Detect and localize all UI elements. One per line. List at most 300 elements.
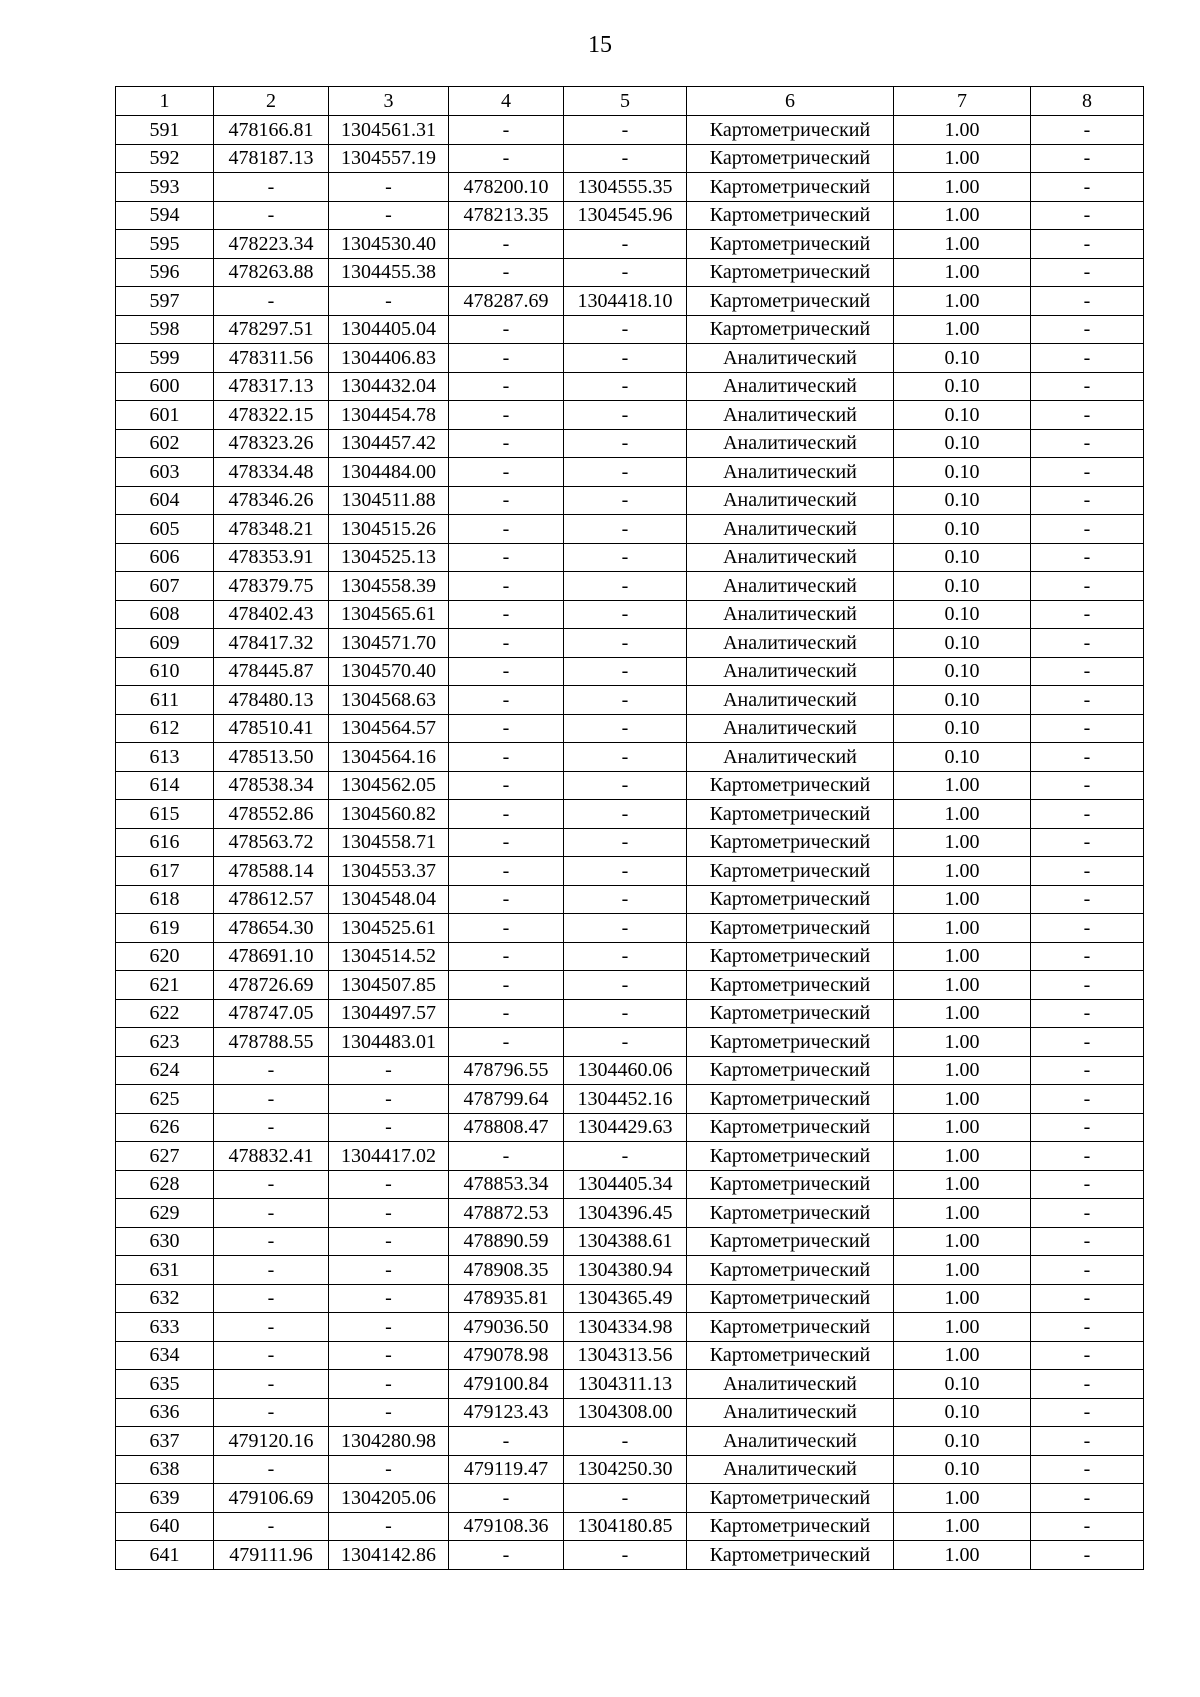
table-cell: 478654.30 (214, 914, 329, 943)
table-cell: 614 (116, 771, 214, 800)
table-cell: 478853.34 (449, 1170, 564, 1199)
table-row (116, 1284, 1144, 1313)
table-cell: - (449, 971, 564, 1000)
table-row (116, 1484, 1144, 1513)
table-row (116, 543, 1144, 572)
table-cell: - (449, 828, 564, 857)
table-cell: Картометрический (687, 1113, 894, 1142)
table-cell: 478890.59 (449, 1227, 564, 1256)
table-row (116, 486, 1144, 515)
table-cell: 479078.98 (449, 1341, 564, 1370)
table-cell: 594 (116, 201, 214, 230)
table-cell: 1.00 (894, 1541, 1031, 1570)
table-cell: 478563.72 (214, 828, 329, 857)
column-header: 7 (894, 87, 1031, 116)
table-row (116, 1398, 1144, 1427)
table-cell: 1.00 (894, 971, 1031, 1000)
table-cell: 636 (116, 1398, 214, 1427)
table-cell: - (1031, 258, 1144, 287)
table-cell: Картометрический (687, 1484, 894, 1513)
table-cell: 1304553.37 (329, 857, 449, 886)
table-cell: 609 (116, 629, 214, 658)
table-cell: - (449, 230, 564, 259)
table-cell: 605 (116, 515, 214, 544)
table-cell: 1.00 (894, 1227, 1031, 1256)
table-cell: 479111.96 (214, 1541, 329, 1570)
table-row (116, 1541, 1144, 1570)
table-header-row (116, 87, 1144, 116)
table-cell: - (1031, 914, 1144, 943)
table-cell: - (214, 1113, 329, 1142)
table-cell: 1304460.06 (564, 1056, 687, 1085)
table-cell: 1304405.34 (564, 1170, 687, 1199)
table-cell: - (449, 458, 564, 487)
table-cell: Аналитический (687, 714, 894, 743)
table-cell: 1304507.85 (329, 971, 449, 1000)
table-cell: 479100.84 (449, 1370, 564, 1399)
table-cell: Картометрический (687, 771, 894, 800)
table-cell: - (1031, 1028, 1144, 1057)
table-cell: 1.00 (894, 828, 1031, 857)
table-cell: Картометрический (687, 1056, 894, 1085)
table-cell: - (449, 600, 564, 629)
table-cell: - (1031, 629, 1144, 658)
table-cell: 1304417.02 (329, 1142, 449, 1171)
table-cell: 1.00 (894, 1028, 1031, 1057)
table-cell: - (564, 1427, 687, 1456)
table-cell: - (564, 515, 687, 544)
table-row (116, 287, 1144, 316)
table-cell: - (1031, 201, 1144, 230)
table-cell: 478417.32 (214, 629, 329, 658)
table-cell: 478612.57 (214, 885, 329, 914)
table-cell: Картометрический (687, 315, 894, 344)
table-cell: - (449, 885, 564, 914)
table-cell: 1304308.00 (564, 1398, 687, 1427)
table-cell: 1304396.45 (564, 1199, 687, 1228)
table-cell: Аналитический (687, 657, 894, 686)
table-row (116, 372, 1144, 401)
column-header: 6 (687, 87, 894, 116)
table-cell: - (1031, 401, 1144, 430)
table-body (116, 116, 1144, 1570)
table-cell: 1304484.00 (329, 458, 449, 487)
table-cell: 478538.34 (214, 771, 329, 800)
table-cell: - (449, 1541, 564, 1570)
table-cell: 0.10 (894, 401, 1031, 430)
table-cell: Картометрический (687, 828, 894, 857)
table-row (116, 572, 1144, 601)
table-cell: 599 (116, 344, 214, 373)
table-cell: 1304514.52 (329, 942, 449, 971)
table-cell: 596 (116, 258, 214, 287)
table-cell: - (449, 515, 564, 544)
table-cell: - (1031, 315, 1144, 344)
table-cell: - (329, 1455, 449, 1484)
table-row (116, 1199, 1144, 1228)
table-cell: - (1031, 600, 1144, 629)
table-row (116, 1313, 1144, 1342)
table-row (116, 999, 1144, 1028)
table-cell: 479106.69 (214, 1484, 329, 1513)
table-cell: Картометрический (687, 1142, 894, 1171)
table-cell: 0.10 (894, 458, 1031, 487)
table-cell: - (1031, 1113, 1144, 1142)
table-cell: - (1031, 942, 1144, 971)
table-cell: 620 (116, 942, 214, 971)
table-cell: - (1031, 458, 1144, 487)
table-cell: Аналитический (687, 686, 894, 715)
table-cell: - (329, 1512, 449, 1541)
table-cell: - (449, 800, 564, 829)
table-cell: 1.00 (894, 1512, 1031, 1541)
table-cell: 1.00 (894, 201, 1031, 230)
table-cell: - (564, 714, 687, 743)
table-row (116, 714, 1144, 743)
table-cell: - (1031, 1541, 1144, 1570)
table-cell: - (1031, 714, 1144, 743)
table-cell: 0.10 (894, 486, 1031, 515)
table-cell: - (564, 971, 687, 1000)
table-cell: - (449, 543, 564, 572)
table-cell: 1304180.85 (564, 1512, 687, 1541)
table-cell: 478353.91 (214, 543, 329, 572)
table-cell: 598 (116, 315, 214, 344)
table-cell: Аналитический (687, 458, 894, 487)
table-cell: Аналитический (687, 515, 894, 544)
table-row (116, 743, 1144, 772)
table-cell: - (564, 401, 687, 430)
table-cell: 611 (116, 686, 214, 715)
table-cell: - (449, 914, 564, 943)
table-cell: 1304452.16 (564, 1085, 687, 1114)
table-cell: 632 (116, 1284, 214, 1313)
table-cell: 628 (116, 1170, 214, 1199)
table-cell: - (214, 1085, 329, 1114)
table-cell: 595 (116, 230, 214, 259)
table-cell: - (214, 1199, 329, 1228)
table-cell: - (564, 600, 687, 629)
table-cell: - (329, 1170, 449, 1199)
table-cell: - (214, 1370, 329, 1399)
table-cell: - (564, 914, 687, 943)
table-cell: - (1031, 800, 1144, 829)
table-cell: - (1031, 1056, 1144, 1085)
table-cell: - (1031, 287, 1144, 316)
table-cell: - (1031, 771, 1144, 800)
table-cell: 478747.05 (214, 999, 329, 1028)
table-cell: Аналитический (687, 743, 894, 772)
table-cell: 615 (116, 800, 214, 829)
table-cell: Картометрический (687, 1313, 894, 1342)
table-cell: - (1031, 116, 1144, 145)
table-cell: 1304142.86 (329, 1541, 449, 1570)
table-cell: - (449, 657, 564, 686)
table-cell: 621 (116, 971, 214, 1000)
table-row (116, 1427, 1144, 1456)
column-header: 2 (214, 87, 329, 116)
table-cell: - (564, 258, 687, 287)
table-cell: 1304548.04 (329, 885, 449, 914)
column-header: 3 (329, 87, 449, 116)
table-cell: Аналитический (687, 1398, 894, 1427)
table-cell: - (449, 401, 564, 430)
table-cell: Картометрический (687, 1341, 894, 1370)
table-cell: 478317.13 (214, 372, 329, 401)
table-cell: - (564, 1028, 687, 1057)
table-cell: 0.10 (894, 1398, 1031, 1427)
table-cell: 1304558.71 (329, 828, 449, 857)
table-cell: 639 (116, 1484, 214, 1513)
table-cell: 479036.50 (449, 1313, 564, 1342)
table-row (116, 771, 1144, 800)
table-cell: 1304313.56 (564, 1341, 687, 1370)
table-cell: - (214, 1256, 329, 1285)
table-cell: - (564, 1142, 687, 1171)
table-cell: - (564, 572, 687, 601)
table-cell: - (449, 771, 564, 800)
table-cell: 478200.10 (449, 173, 564, 202)
table-cell: - (214, 1341, 329, 1370)
table-row (116, 116, 1144, 145)
table-cell: 0.10 (894, 743, 1031, 772)
table-cell: - (564, 771, 687, 800)
table-cell: - (564, 1484, 687, 1513)
table-cell: - (329, 1284, 449, 1313)
table-row (116, 1455, 1144, 1484)
table-cell: - (329, 1085, 449, 1114)
table-cell: 478297.51 (214, 315, 329, 344)
table-row (116, 401, 1144, 430)
table-cell: 479120.16 (214, 1427, 329, 1456)
table-cell: 1304406.83 (329, 344, 449, 373)
table-cell: 1304454.78 (329, 401, 449, 430)
table-cell: 592 (116, 144, 214, 173)
table-cell: - (1031, 144, 1144, 173)
table-cell: 478287.69 (449, 287, 564, 316)
table-cell: 606 (116, 543, 214, 572)
coordinates-table (115, 86, 1144, 1570)
table-cell: - (449, 258, 564, 287)
table-cell: - (1031, 572, 1144, 601)
column-header: 5 (564, 87, 687, 116)
column-header: 1 (116, 87, 214, 116)
table-cell: Аналитический (687, 572, 894, 601)
table-cell: 478379.75 (214, 572, 329, 601)
table-cell: - (449, 344, 564, 373)
table-cell: - (564, 686, 687, 715)
table-cell: 1.00 (894, 1284, 1031, 1313)
table-cell: 478480.13 (214, 686, 329, 715)
table-cell: - (564, 942, 687, 971)
table-cell: Картометрический (687, 116, 894, 145)
table-cell: - (449, 743, 564, 772)
table-cell: 630 (116, 1227, 214, 1256)
table-cell: Аналитический (687, 344, 894, 373)
table-cell: 478552.86 (214, 800, 329, 829)
table-cell: - (564, 486, 687, 515)
table-cell: 1304432.04 (329, 372, 449, 401)
table-cell: 1.00 (894, 1199, 1031, 1228)
table-cell: 0.10 (894, 543, 1031, 572)
table-row (116, 315, 1144, 344)
table-cell: - (449, 1484, 564, 1513)
table-row (116, 1512, 1144, 1541)
table-cell: - (449, 857, 564, 886)
table-cell: 0.10 (894, 1370, 1031, 1399)
table-cell: - (564, 144, 687, 173)
table-cell: - (329, 1056, 449, 1085)
table-cell: - (329, 1398, 449, 1427)
table-cell: 1.00 (894, 230, 1031, 259)
table-row (116, 657, 1144, 686)
table-cell: - (329, 173, 449, 202)
table-row (116, 1056, 1144, 1085)
table-cell: - (1031, 372, 1144, 401)
table-row (116, 1085, 1144, 1114)
table-cell: - (214, 1512, 329, 1541)
table-cell: Картометрический (687, 885, 894, 914)
table-cell: - (214, 1170, 329, 1199)
table-cell: 618 (116, 885, 214, 914)
table-row (116, 828, 1144, 857)
table-cell: - (564, 857, 687, 886)
table-cell: Картометрический (687, 857, 894, 886)
table-cell: 478187.13 (214, 144, 329, 173)
table-cell: Картометрический (687, 971, 894, 1000)
table-cell: 478808.47 (449, 1113, 564, 1142)
table-cell: - (1031, 1398, 1144, 1427)
table-cell: 600 (116, 372, 214, 401)
table-cell: 0.10 (894, 600, 1031, 629)
table-row (116, 344, 1144, 373)
column-header: 8 (1031, 87, 1144, 116)
table-cell: - (1031, 686, 1144, 715)
table-cell: - (214, 287, 329, 316)
table-cell: - (214, 1056, 329, 1085)
table-cell: 478311.56 (214, 344, 329, 373)
table-cell: 1.00 (894, 144, 1031, 173)
table-cell: - (564, 629, 687, 658)
table-cell: Картометрический (687, 1199, 894, 1228)
table-cell: 478799.64 (449, 1085, 564, 1114)
table-cell: 1304418.10 (564, 287, 687, 316)
table-cell: 0.10 (894, 372, 1031, 401)
table-cell: 1304530.40 (329, 230, 449, 259)
table-cell: - (1031, 971, 1144, 1000)
table-cell: 1304250.30 (564, 1455, 687, 1484)
table-cell: 478213.35 (449, 201, 564, 230)
table-cell: - (449, 486, 564, 515)
table-cell: 602 (116, 429, 214, 458)
table-cell: - (1031, 857, 1144, 886)
table-cell: 626 (116, 1113, 214, 1142)
table-cell: - (1031, 1199, 1144, 1228)
table-cell: 1304515.26 (329, 515, 449, 544)
table-cell: 1304557.19 (329, 144, 449, 173)
table-cell: - (1031, 1370, 1144, 1399)
table-cell: 1304562.05 (329, 771, 449, 800)
table-cell: - (329, 201, 449, 230)
table-cell: - (449, 1427, 564, 1456)
table-cell: 593 (116, 173, 214, 202)
table-cell: 478908.35 (449, 1256, 564, 1285)
table-cell: 1304497.57 (329, 999, 449, 1028)
table-cell: 625 (116, 1085, 214, 1114)
table-cell: - (1031, 1455, 1144, 1484)
table-cell: 478263.88 (214, 258, 329, 287)
table-cell: 0.10 (894, 686, 1031, 715)
table-cell: 0.10 (894, 714, 1031, 743)
table-cell: 1.00 (894, 1484, 1031, 1513)
table-cell: - (214, 1284, 329, 1313)
table-cell: Картометрический (687, 1028, 894, 1057)
table-row (116, 1256, 1144, 1285)
table-cell: - (564, 344, 687, 373)
table-cell: 1304558.39 (329, 572, 449, 601)
table-cell: 1.00 (894, 771, 1031, 800)
table-cell: 641 (116, 1541, 214, 1570)
table-cell: - (1031, 429, 1144, 458)
table-cell: - (564, 657, 687, 686)
table-cell: - (329, 1199, 449, 1228)
table-row (116, 258, 1144, 287)
table-cell: Аналитический (687, 401, 894, 430)
table-cell: 478513.50 (214, 743, 329, 772)
table-cell: 0.10 (894, 1427, 1031, 1456)
table-cell: - (1031, 828, 1144, 857)
table-cell: 0.10 (894, 572, 1031, 601)
table-cell: - (214, 1313, 329, 1342)
table-cell: Аналитический (687, 429, 894, 458)
table-cell: 1304205.06 (329, 1484, 449, 1513)
table-row (116, 857, 1144, 886)
table-cell: Картометрический (687, 258, 894, 287)
table-cell: Аналитический (687, 629, 894, 658)
table-cell: - (329, 1227, 449, 1256)
table-cell: 1.00 (894, 914, 1031, 943)
table-cell: 1.00 (894, 1113, 1031, 1142)
table-cell: 478166.81 (214, 116, 329, 145)
table-cell: - (1031, 1227, 1144, 1256)
table-cell: Картометрический (687, 1512, 894, 1541)
table-cell: - (564, 315, 687, 344)
table-cell: - (449, 315, 564, 344)
table-cell: - (564, 372, 687, 401)
table-cell: - (564, 999, 687, 1028)
table-cell: 0.10 (894, 429, 1031, 458)
table-cell: - (1031, 999, 1144, 1028)
table-cell: 608 (116, 600, 214, 629)
table-cell: 1304457.42 (329, 429, 449, 458)
table-cell: - (449, 714, 564, 743)
table-row (116, 515, 1144, 544)
table-cell: - (214, 201, 329, 230)
table-cell: - (1031, 230, 1144, 259)
table-row (116, 1370, 1144, 1399)
table-row (116, 885, 1144, 914)
table-cell: 613 (116, 743, 214, 772)
table-cell: 1304571.70 (329, 629, 449, 658)
table-cell: - (1031, 515, 1144, 544)
table-cell: 638 (116, 1455, 214, 1484)
table-cell: - (449, 1028, 564, 1057)
table-cell: 478796.55 (449, 1056, 564, 1085)
table-cell: 1304525.13 (329, 543, 449, 572)
table-cell: 603 (116, 458, 214, 487)
table-cell: 617 (116, 857, 214, 886)
table-row (116, 1341, 1144, 1370)
